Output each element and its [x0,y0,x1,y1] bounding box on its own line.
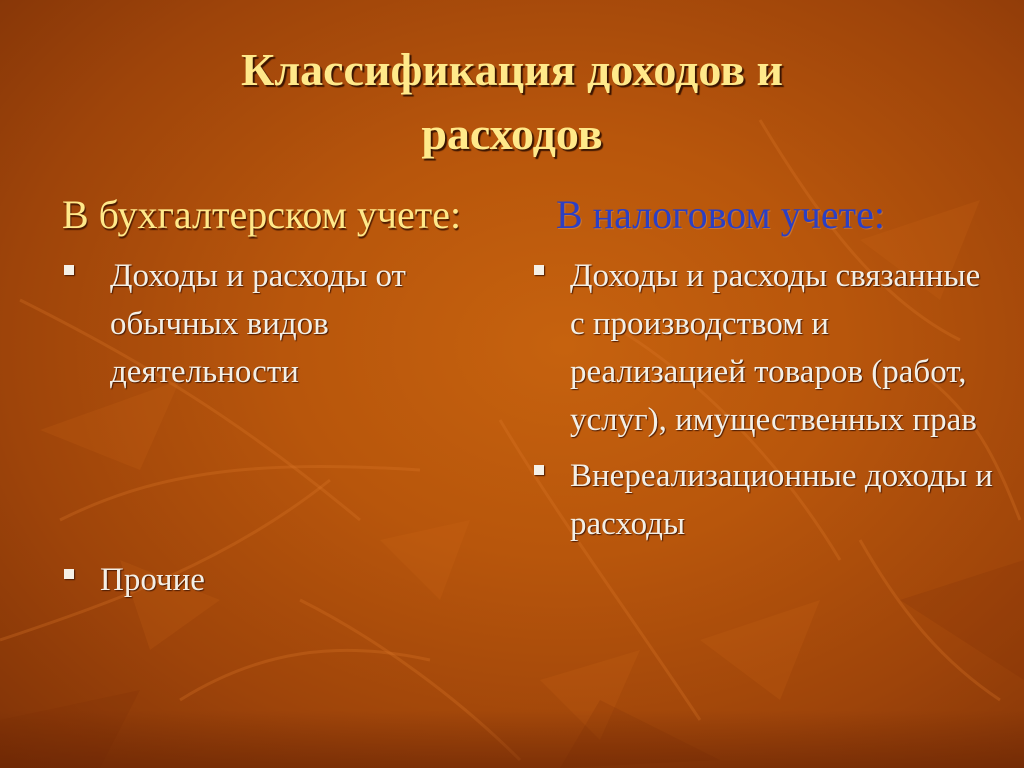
list-item-text: Внереализационные доходы и расходы [570,458,993,542]
list-item [532,252,1002,444]
square-bullet-icon [64,265,74,275]
slide-title-line-2: расходов [421,108,603,159]
list-item-text: Прочие [100,562,205,598]
list-item [62,252,502,396]
accounting-list [62,252,502,604]
square-bullet-icon [534,265,544,275]
list-item-text: Доходы и расходы от обычных видов деятельности [110,258,406,390]
square-bullet-icon [64,569,74,579]
slide-title-line-1: Классификация доходов и [240,44,784,95]
square-bullet-icon [534,465,544,475]
accounting-column-heading: В бухгалтерском учете: [62,192,462,237]
tax-column-heading: В налоговом учете: [556,192,885,237]
list-item [62,556,502,604]
list-item-text: Доходы и расходы связанные с производством и реализацией товаров (работ, услуг), имущественных прав [570,258,981,438]
tax-list [532,252,1002,548]
bottom-shade [0,710,1024,768]
slide-title [0,38,1024,166]
list-item [532,452,1002,548]
